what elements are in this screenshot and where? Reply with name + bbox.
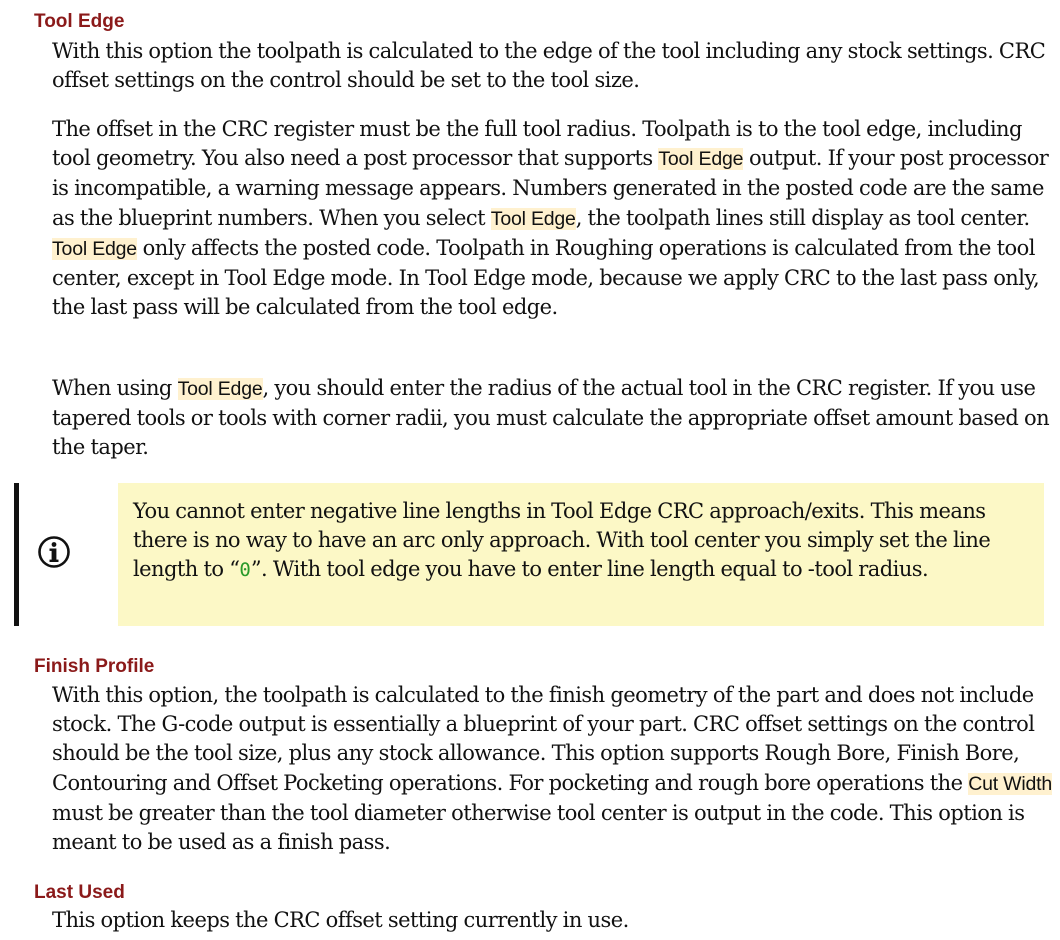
highlight-tool-edge: Tool Edge [52,237,137,260]
highlight-tool-edge: Tool Edge [177,378,263,400]
term-tool-edge: Tool Edge [34,11,125,32]
finish-profile-description: With this option, the toolpath is calculated to the finish geometry of the part and does not include stock. The G-code output is essentially a blueprint of your part. CRC offset settings on the control should be the tool size, plus any stock allowance. This option supports Rough Bore, Finish Bore, Contouring and Offset Pocketing operations. For pocketing and rough bore operations the Cut Width must be greater than the tool diameter otherwise tool center is output in the code. This option is meant to be used as a finish pass. [52,683,1052,855]
tool-edge-radius-note: When using Tool Edge, you should enter the radius of the actual tool in the CRC register. If you use tapered tools or tools with corner radii, you must calculate the appropriate offset amount based on the taper. [52,376,1050,460]
term-last-used: Last Used [34,882,125,903]
note-border [14,483,19,626]
highlight-tool-edge: Tool Edge [658,148,744,171]
info-icon [37,535,71,569]
note-callout [118,483,1044,626]
code-zero: 0 [239,559,251,582]
last-used-description: This option keeps the CRC offset setting currently in use. [52,908,629,932]
tool-edge-details: The offset in the CRC register must be the full tool radius. Toolpath is to the tool edge, including tool geometry. You also need a post processor that supports Tool Edge output. If your post processor is incompatible, a warning message appears. Numbers generated in the posted code are the same as the blueprint numbers. When you select Tool Edge, the toolpath lines still display as tool center. Tool Edge only affects the posted code. Toolpath in Roughing operations is calculated from the tool center, except in Tool Edge mode. In Tool Edge mode, because we apply CRC to the last pass only, the last pass will be calculated from the tool edge. [52,117,1049,320]
highlight-tool-edge: Tool Edge [490,207,576,230]
term-finish-profile: Finish Profile [34,656,155,677]
tool-edge-description: With this option the toolpath is calculated to the edge of the tool including any stock settings. CRC offset settings on the control should be set to the tool size. [52,39,1046,93]
highlight-cut-width: Cut Width [968,772,1052,795]
note-text: You cannot enter negative line lengths in Tool Edge CRC approach/exits. This means there is no way to have an arc only approach. With tool center you simply set the line length to “0”. With tool edge you have to enter line length equal to -tool radius. [133,499,991,582]
